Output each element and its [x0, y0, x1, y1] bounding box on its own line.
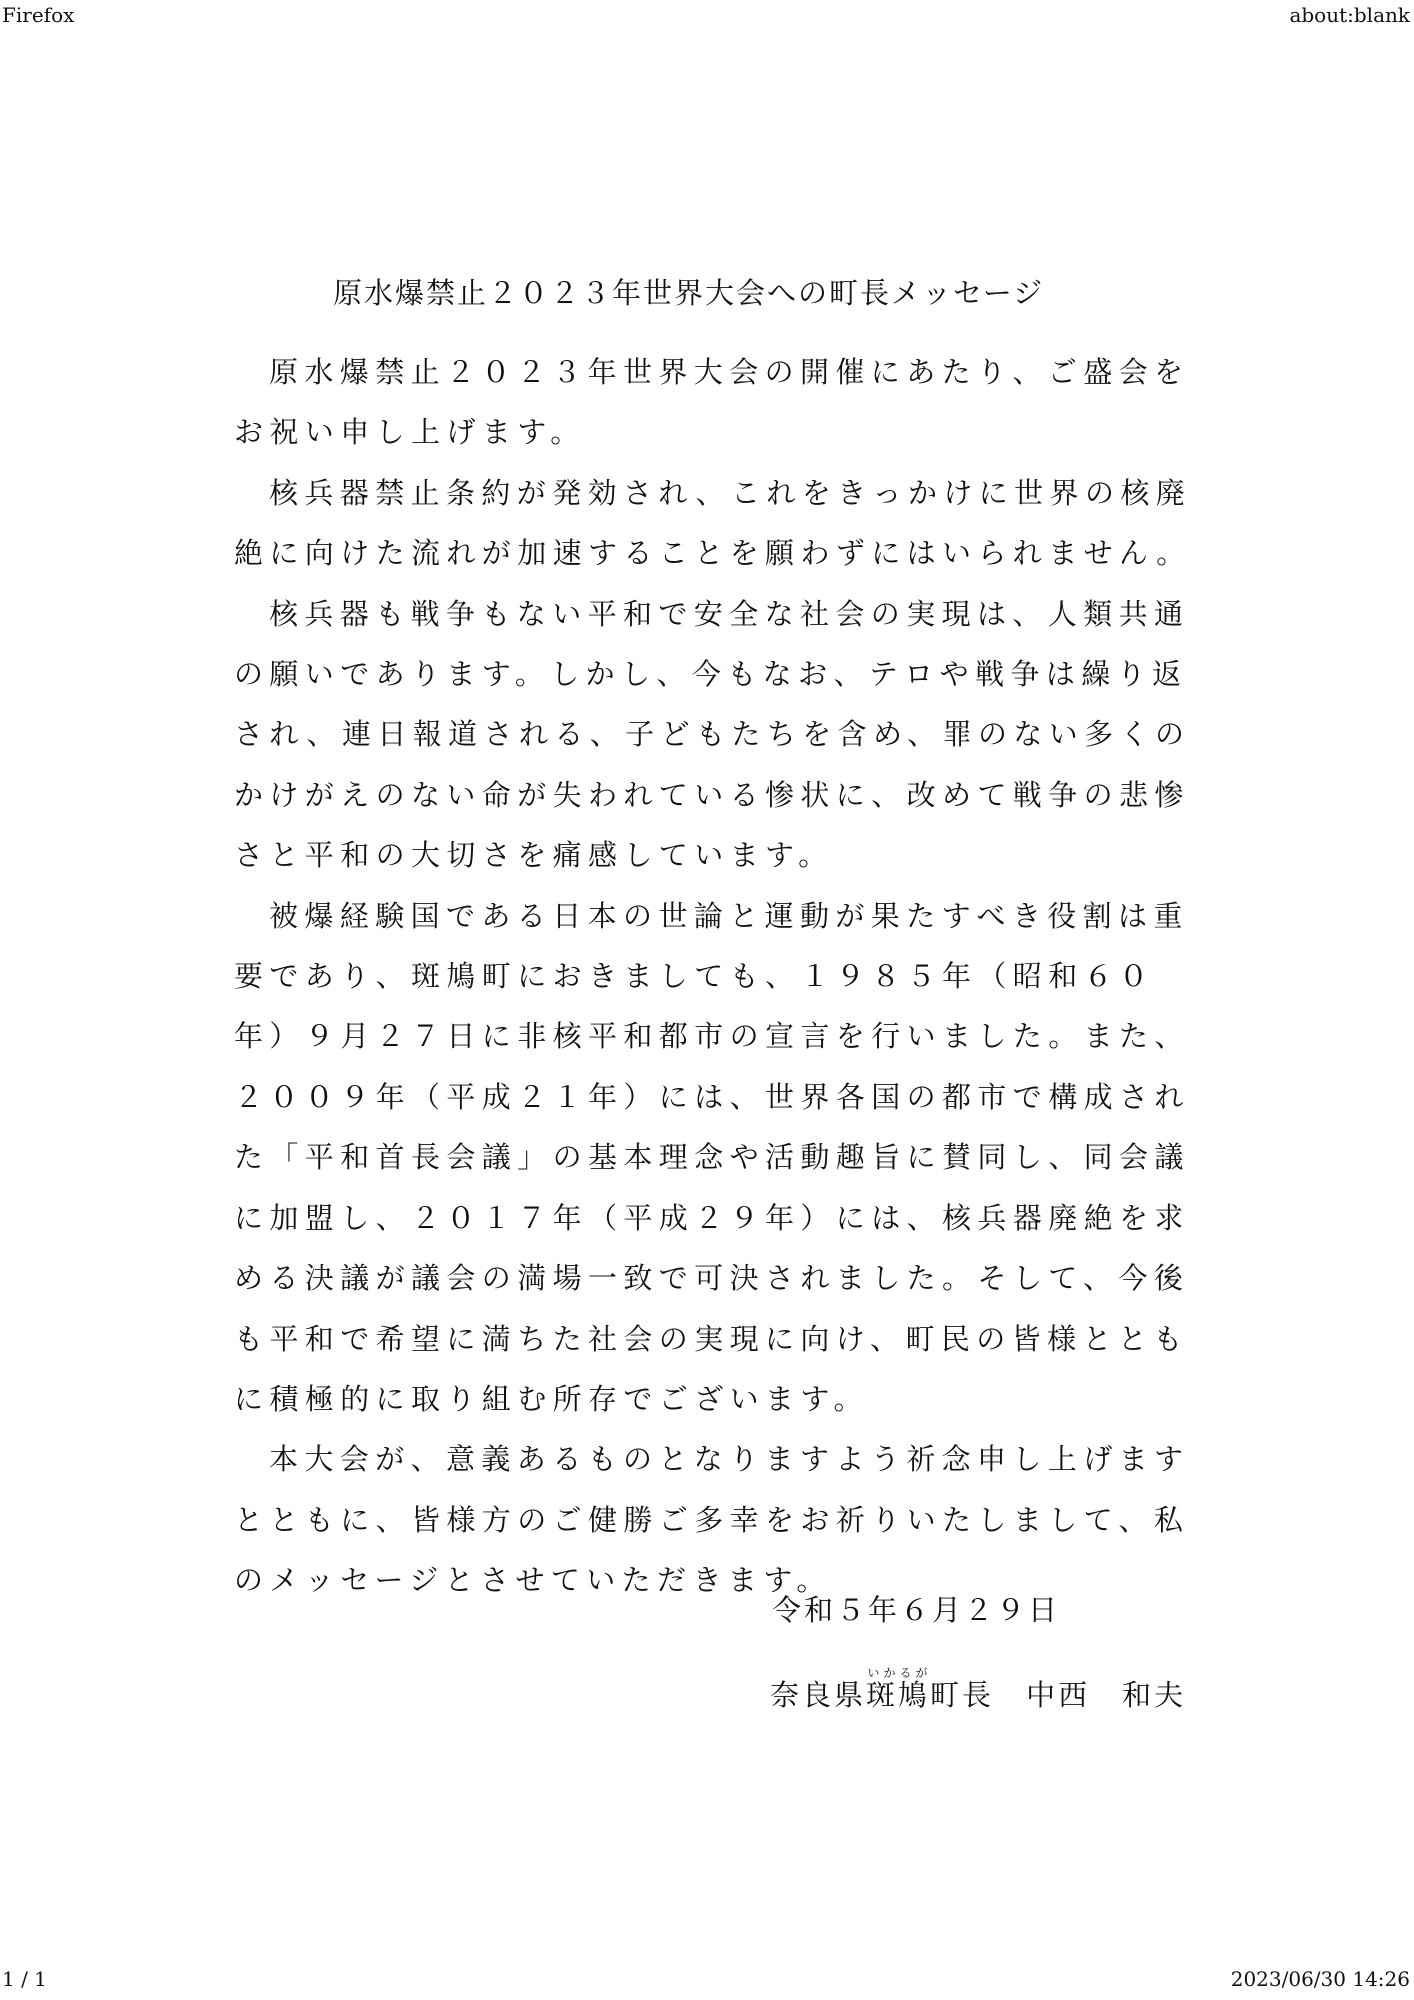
paragraph-peace: 核兵器も戦争もない平和で安全な社会の実現は、人類共通の願いであります。しかし、今もなお、テロや戦争は繰り返され、連日報道される、子どもたちを含め、罪のない多くのかけがえのない命が失われている惨状に、改めて戦争の悲惨さと平和の大切さを痛感しています。 — [234, 596, 1191, 873]
signature-title: 町長 — [930, 1678, 995, 1712]
signature-town-furigana: いかるが — [866, 1666, 931, 1680]
paragraph-closing: 本大会が、意義あるものとなりますよう祈念申し上げますとともに、皆様方のご健勝ご多幸をお祈りいたしまして、私のメッセージとさせていただきます。 — [234, 1442, 1190, 1598]
paragraph-treaty: 核兵器禁止条約が発効され、これをきっかけに世界の核廃絶に向けた流れが加速することを願わずにはいられません。 — [234, 475, 1192, 571]
signature-prefecture: 奈良県 — [770, 1678, 867, 1712]
document-body — [234, 342, 1194, 1611]
print-footer — [0, 1966, 1414, 1992]
print-header — [0, 2, 1414, 28]
print-header-url: about:blank — [1289, 3, 1410, 27]
signature-town: 斑鳩 — [866, 1678, 931, 1712]
signature-block — [770, 1584, 1186, 1715]
signature-date: 令和５年６月２９日 — [772, 1593, 1061, 1627]
signature-name-line — [770, 1666, 1186, 1715]
paragraph-greeting: 原水爆禁止２０２３年世界大会の開催にあたり、ご盛会をお祝い申し上げます。 — [234, 355, 1190, 450]
document — [234, 268, 1194, 1611]
page-number: 1 / 1 — [2, 1967, 47, 1991]
paragraph-role: 被爆経験国である日本の世論と運動が果たすべき役割は重要であり、斑鳩町におきましても、１９８５年（昭和６０年）９月２７日に非核平和都市の宣言を行いました。また、２００９年（平成２１年）には、世界各国の都市で構成された「平和首長会議」の基本理念や活動趣旨に賛同し、同会議に加盟し、２０１７年（平成２９年）には、核兵器廃絶を求める決議が議会の満場一致で可決されました。そして、今後も平和で希望に満ちた社会の実現に向け、町民の皆様とともに積極的に取り組む所存でございます。 — [234, 898, 1190, 1416]
signature-mayor-name: 中西 和夫 — [1026, 1678, 1187, 1712]
print-timestamp: 2023/06/30 14:26 — [1230, 1967, 1410, 1991]
signature-town-ruby — [866, 1666, 931, 1712]
print-header-app-name: Firefox — [2, 3, 75, 27]
document-title: 原水爆禁止２０２３年世界大会への町長メッセージ — [333, 276, 1045, 310]
